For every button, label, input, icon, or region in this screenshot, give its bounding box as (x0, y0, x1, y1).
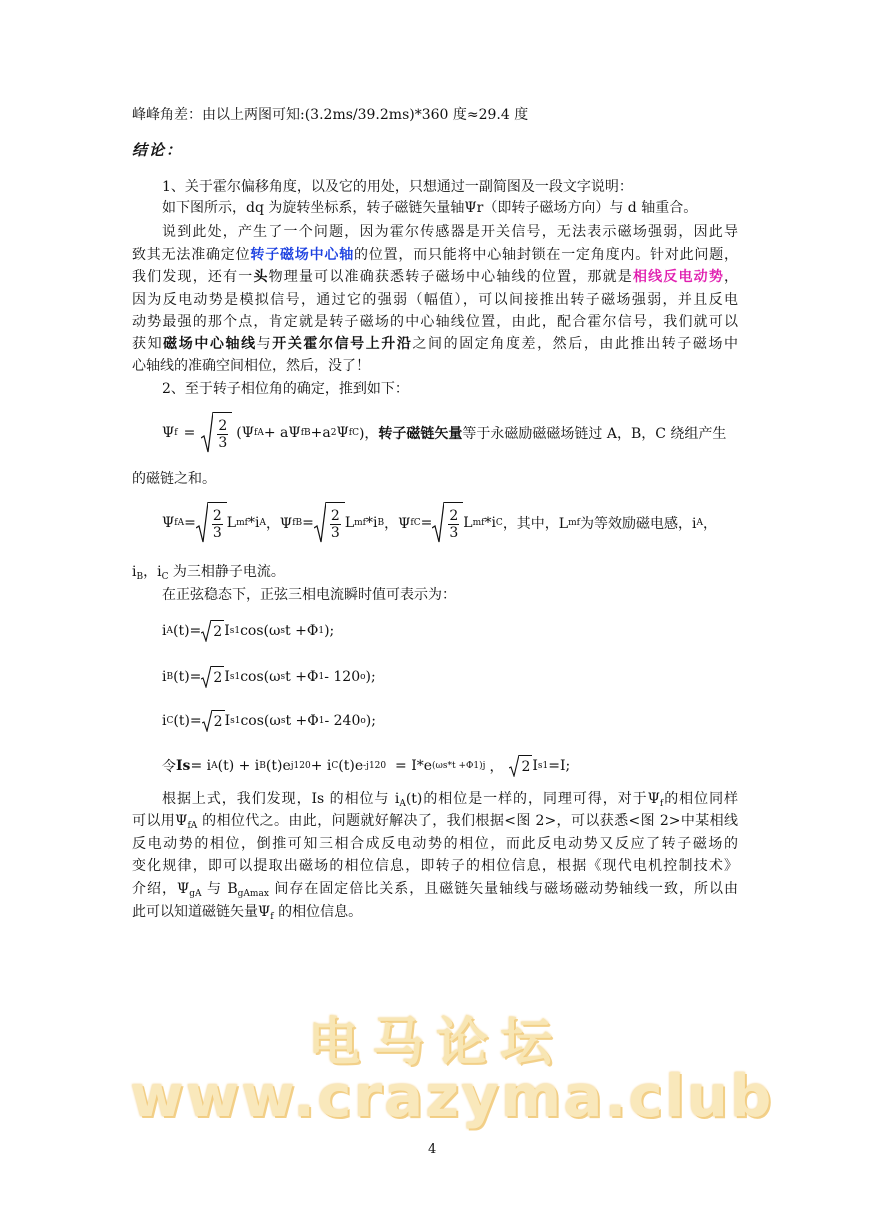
text-run: 与 (256, 336, 273, 352)
eq-sub: mf (354, 518, 366, 528)
eq-term: *i (247, 515, 260, 531)
equation-flux-vector (162, 412, 768, 454)
text-run: 间存在固定倍比关系，且磁链矢量轴线与磁场磁动势轴线一致，所以由 (268, 881, 738, 897)
eq-term: = (302, 515, 314, 531)
eq-sup: (ωs*t +Φ1)j (432, 761, 486, 771)
eq-sub: fA (254, 428, 264, 438)
text-run: 的相位信息。 (273, 904, 363, 920)
sqrt-two (202, 710, 225, 732)
fraction (446, 507, 461, 541)
eq-term: i (162, 669, 167, 685)
radical-sign (196, 502, 208, 544)
text-run: 获知 (132, 336, 164, 352)
radical-sign (314, 502, 326, 544)
highlight-back-emf: 相线反电动势 (632, 269, 725, 285)
eq-term: t +Φ (285, 669, 319, 685)
eq-term: (t) + i (217, 758, 260, 774)
watermark-chinese: 电马论坛 (308, 1013, 565, 1073)
eq-term: = (183, 425, 196, 441)
radical-sign (201, 620, 211, 642)
text-run: 物理量可以准确获悉转子磁场中心轴线的位置，那就是 (268, 269, 633, 285)
text-line (162, 790, 738, 813)
fraction-denominator: 3 (330, 524, 340, 541)
fraction (215, 417, 230, 451)
radical-body: 2 (211, 620, 224, 642)
eq-term: cos(ω (240, 623, 281, 639)
radical-body: 2 (212, 710, 225, 732)
eq-sub: A (166, 626, 173, 636)
eq-term-bold: Is (176, 758, 191, 774)
eq-term: I (224, 623, 230, 639)
equation-ic (162, 710, 376, 732)
eq-term: (t)= (173, 713, 202, 729)
text-line: 1、关于霍尔偏移角度，以及它的用处，只想通过一副简图及一段文字说明： (162, 179, 633, 195)
eq-sub: fA (174, 518, 185, 528)
eq-term: (t)e (265, 758, 291, 774)
eq-sub: s1 (229, 626, 241, 636)
eq-sub: mf (236, 518, 248, 528)
eq-sub: C (331, 761, 339, 771)
eq-term: +a (310, 425, 331, 441)
text-line (132, 903, 362, 926)
text-run-bold: 开关霍尔信号上升沿 (272, 336, 413, 352)
radical-body (208, 502, 227, 544)
page-number: 4 (428, 1142, 437, 1157)
text-run: 的相位代之。由此，问题就好解决了，我们根据<图 2>，可以获悉<图 2>中某相线 (197, 813, 738, 829)
text-line: 反电动势的相位，倒推可知三相合成反电动势的相位，而此反电动势又反应了转子磁场的 (132, 836, 738, 852)
text-run: 致其无法准确定位 (132, 247, 251, 263)
text-run: 可以用Ψ (132, 813, 188, 829)
eq-sub: A (696, 518, 703, 528)
text-line: 说到此处，产生了一个问题，因为霍尔传感器是开关信号，无法表示磁场强弱，因此导 (162, 224, 738, 240)
equation-phase-flux (162, 502, 768, 544)
text-run-bold: 磁场中心轴线 (163, 336, 257, 352)
eq-sup: o (360, 716, 366, 726)
eq-sub: 1 (318, 672, 325, 682)
eq-term: = (420, 515, 433, 531)
eq-sub: mf (472, 518, 485, 528)
eq-sub: s (280, 672, 286, 682)
eq-term: ，Ψ (384, 516, 411, 532)
highlight-rotor-axis: 转子磁场中心轴 (250, 247, 355, 263)
eq-sub: s1 (230, 716, 241, 726)
eq-sub: fA (187, 821, 198, 831)
eq-sub: f (174, 428, 178, 438)
eq-term: = (184, 515, 196, 531)
text-run: ， (724, 269, 739, 285)
eq-term: ， (489, 759, 504, 775)
equation-ib (162, 666, 376, 688)
eq-sub: B (377, 518, 385, 528)
eq-term: t +Φ (285, 713, 319, 729)
eq-term: ); (365, 713, 376, 729)
eq-term: (t)= (172, 623, 202, 639)
radical-sign (201, 666, 211, 688)
eq-term: L (226, 515, 237, 531)
text-run: 之间的固定角度差，然后，由此推出转子磁场中 (412, 336, 739, 352)
radical-sign (202, 710, 212, 732)
eq-sub: A (211, 761, 218, 771)
eq-sup: j120 (290, 761, 311, 771)
eq-term: Ψ (162, 515, 175, 531)
radical-body (444, 502, 463, 544)
eq-term: cos(ω (240, 669, 281, 685)
radical-body: 2 (211, 666, 224, 688)
text-run: 的位置，而只能将中心轴封锁在一定角度内。针对此问题， (354, 247, 739, 263)
text-line: 2、至于转子相位角的确定，推到如下： (162, 381, 409, 397)
section-heading: 结论： (132, 141, 184, 159)
eq-sub: gA (189, 889, 202, 899)
text-run: 与 B (201, 881, 238, 897)
text-line: 在正弦稳态下，正弦三相电流瞬时值可表示为： (162, 587, 456, 603)
eq-term: )， (358, 426, 379, 442)
eq-term: (t)= (173, 669, 202, 685)
text-line: 的磁链之和。 (132, 471, 216, 487)
text-line: 变化规律，即可以提取出磁场的相位信息，即转子的相位信息，根据《现代电机控制技术》 (132, 858, 738, 874)
eq-term: ， (702, 516, 717, 532)
eq-sup: o (360, 672, 366, 682)
sqrt-fraction (314, 502, 345, 544)
text-run: 我们发现，还有一 (132, 269, 254, 285)
text-run: 介绍，Ψ (132, 881, 190, 897)
sqrt-fraction (196, 502, 227, 544)
eq-term: 为等效励磁电感，i (579, 516, 697, 532)
text-run: 等于永磁励磁磁场链过 A，B，C 绕组产生 (462, 426, 727, 442)
sqrt-two (509, 755, 532, 777)
text-line (132, 335, 738, 353)
eq-sub: f (270, 912, 274, 922)
eq-sub: fB (292, 518, 303, 528)
eq-term: ，Ψ (265, 516, 293, 532)
eq-term: L (344, 515, 355, 531)
eq-term: Ψ (162, 425, 175, 441)
eq-term: + i (310, 758, 332, 774)
eq-term: ，其中，L (502, 516, 569, 532)
equation-ia (162, 620, 334, 642)
eq-sub: C (166, 716, 174, 726)
sqrt-fraction (201, 412, 232, 454)
sqrt-two (201, 666, 224, 688)
eq-term: =I; (548, 758, 571, 774)
radical-body (326, 502, 345, 544)
eq-term: - 120 (324, 669, 361, 685)
eq-sub: A (259, 518, 266, 528)
eq-term: Ψ (336, 425, 349, 441)
text-line (132, 880, 738, 903)
text-run: (t)的相位是一样的，同理可得，对于Ψ (405, 791, 660, 807)
eq-term: + aΨ (263, 425, 301, 441)
fraction-denominator: 3 (218, 434, 228, 451)
eq-sub: s (280, 626, 286, 636)
eq-term: (t)e (338, 758, 364, 774)
eq-sub: fC (410, 518, 421, 528)
text-line: 峰峰角差：由以上两图可知:(3.2ms/39.2ms)*360 度≈29.4 度 (132, 107, 529, 123)
eq-term: i (132, 564, 137, 580)
fraction-numerator: 2 (449, 507, 459, 524)
radical-body (213, 412, 232, 454)
eq-sub: 1 (318, 626, 325, 636)
eq-term: *i (484, 515, 496, 531)
radical-body: 2 (519, 755, 532, 777)
fraction (210, 507, 225, 541)
eq-sup: 2 (330, 428, 337, 438)
eq-sub: B (136, 572, 144, 582)
eq-sub: gAmax (237, 889, 269, 899)
text-line (132, 563, 285, 586)
text-run: 此可以知道磁链矢量Ψ (132, 904, 271, 920)
text-line (132, 812, 738, 835)
text-line: 动势最强的那个点，肯定就是转子磁场的中心轴线位置，由此，配合霍尔信号，我们就可以 (132, 314, 738, 330)
eq-sub: f (659, 799, 664, 809)
eq-term: (Ψ (236, 425, 255, 441)
eq-sub: 1 (318, 716, 325, 726)
eq-sub: B (259, 761, 266, 771)
eq-term: - 240 (324, 713, 361, 729)
text-run-bold: 头 (253, 269, 269, 285)
eq-sub: fB (300, 428, 311, 438)
eq-sub: fC (348, 428, 359, 438)
fraction-numerator: 2 (212, 507, 222, 524)
eq-sub: A (399, 799, 406, 809)
fraction-numerator: 2 (218, 417, 228, 434)
eq-term: I (532, 758, 538, 774)
eq-term: i (162, 623, 167, 639)
eq-term: cos(ω (240, 713, 281, 729)
eq-term: L (463, 515, 473, 531)
eq-term: ); (324, 623, 335, 639)
eq-term: *i (366, 515, 378, 531)
eq-term: I (224, 713, 231, 729)
equation-is (162, 755, 570, 777)
text-line: 如下图所示，dq 为旋转坐标系，转子磁链矢量轴Ψr（即转子磁场方向）与 d 轴重合。 (162, 200, 698, 216)
eq-sub: s (280, 716, 286, 726)
sqrt-two (201, 620, 224, 642)
fraction-denominator: 3 (449, 524, 459, 541)
radical-sign (509, 755, 519, 777)
text-run: 的相位同样 (663, 791, 739, 807)
radical-sign (432, 502, 444, 544)
eq-sub: C (495, 518, 503, 528)
text-run-bold: 转子磁链矢量 (378, 426, 463, 442)
text-line: 因为反电动势是模拟信号，通过它的强弱（幅值），可以间接推出转子磁场强弱，并且反电 (132, 292, 738, 308)
fraction-denominator: 3 (212, 524, 222, 541)
eq-sub: mf (568, 518, 580, 528)
sqrt-fraction (432, 502, 463, 544)
watermark-url: www.crazyma.club (130, 1062, 774, 1130)
eq-term: ，i (143, 564, 162, 580)
eq-term: 为三相静子电流。 (168, 564, 285, 580)
eq-term: 令 (162, 759, 176, 775)
eq-term: I (224, 669, 230, 685)
eq-term: i (162, 713, 167, 729)
text-line (132, 246, 738, 264)
fraction-numerator: 2 (330, 507, 340, 524)
radical-sign (201, 412, 213, 454)
eq-sub: s1 (229, 672, 241, 682)
eq-sub: B (166, 672, 174, 682)
eq-sub: s1 (537, 761, 549, 771)
eq-term: t +Φ (285, 623, 319, 639)
text-run: 根据上式，我们发现，Is 的相位与 i (162, 791, 400, 807)
eq-term: ); (365, 669, 376, 685)
text-line (132, 268, 738, 286)
text-line: 心轴线的准确空间相位，然后，没了！ (132, 358, 370, 374)
eq-sub: C (161, 572, 169, 582)
eq-term: = I*e (386, 758, 433, 774)
eq-sup: -j120 (363, 761, 387, 771)
fraction (328, 507, 343, 541)
eq-term: = i (190, 758, 212, 774)
